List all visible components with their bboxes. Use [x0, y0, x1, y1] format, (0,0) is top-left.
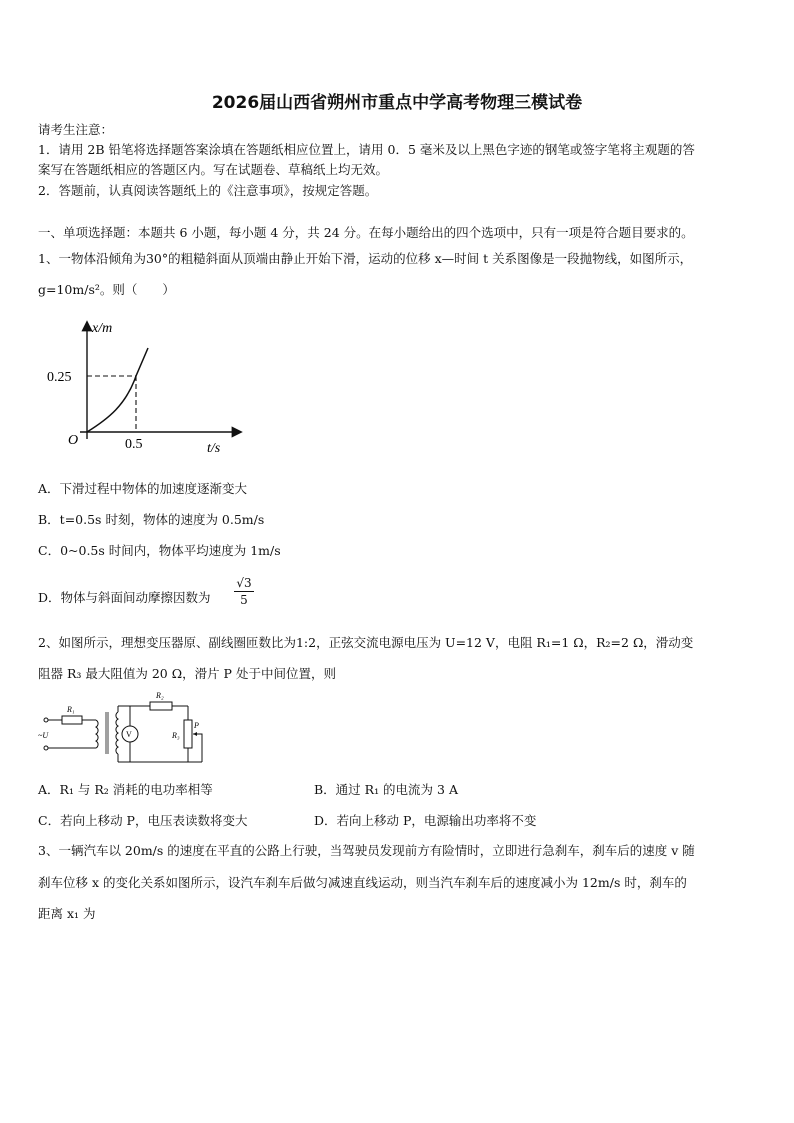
q1-option-a[interactable]: A．下滑过程中物体的加速度逐渐变大 — [38, 481, 248, 496]
notice-line-2: 2．答题前，认真阅读答题纸上的《注意事项》，按规定答题。 — [38, 183, 378, 198]
q2-label-v: V — [126, 730, 132, 739]
notice-line-1b: 案写在答题纸相应的答题区内。写在试题卷、草稿纸上均无效。 — [38, 162, 389, 177]
q2-option-c[interactable]: C．若向上移动 P，电压表读数将变大 — [38, 813, 248, 828]
q3-stem-line-2: 刹车位移 x 的变化关系如图所示，设汽车刹车后做匀减速直线运动，则当汽车刹车后的速度减小为 12m/s 时，刹车的 — [38, 875, 687, 890]
q2-resistor-r2 — [150, 702, 172, 710]
q1-parabola-curve — [87, 348, 148, 432]
q2-label-p: P — [194, 721, 199, 730]
q1-origin-label: O — [68, 433, 79, 448]
q1-option-c[interactable]: C．0~0.5s 时间内，物体平均速度为 1m/s — [38, 543, 281, 558]
q2-secondary-coil — [116, 712, 118, 754]
q1-option-d-fraction — [234, 575, 254, 608]
section-heading: 一、单项选择题：本题共 6 小题，每小题 4 分，共 24 分。在每小题给出的四个选项中，只有一项是符合题目要求的。 — [38, 225, 694, 240]
q2-label-r3: R₃ — [172, 731, 180, 740]
q1-option-d-text: D．物体与斜面间动摩擦因数为 — [38, 590, 211, 605]
q3-stem-line-1: 3、一辆汽车以 20m/s 的速度在平直的公路上行驶，当驾驶员发现前方有险情时，立即进行急刹车，刹车后的速度 v 随 — [38, 843, 695, 858]
q2-circuit-diagram — [38, 688, 218, 768]
q2-resistor-r1 — [62, 716, 82, 724]
q2-option-a[interactable]: A．R₁ 与 R₂ 消耗的电功率相等 — [38, 782, 213, 797]
q1-xt-graph — [40, 315, 260, 460]
notice-line-1a: 1．请用 2B 铅笔将选择题答案涂填在答题纸相应位置上，请用 0．5 毫米及以上黑色字迹的钢笔或签字笔将主观题的答 — [38, 142, 695, 157]
q2-option-d[interactable]: D．若向上移动 P，电源输出功率将不变 — [314, 813, 537, 828]
q1-y-axis-label: x/m — [92, 321, 113, 336]
q1-x-axis-label: t/s — [207, 441, 221, 456]
q1-y-tick-label: 0.25 — [47, 370, 72, 385]
q2-slider-p — [193, 734, 202, 762]
q1-stem-line-1: 1、一物体沿倾角为30°的粗糙斜面从顶端由静止开始下滑，运动的位移 x—时间 t 关系图像是一段抛物线，如图所示， — [38, 251, 693, 266]
q1-stem-line-2: g=10m/s²。则（ ） — [38, 282, 175, 297]
q3-stem-line-3: 距离 x₁ 为 — [38, 906, 96, 921]
notice-heading: 请考生注意： — [38, 122, 114, 137]
q2-label-u: ~U — [38, 731, 49, 740]
q2-option-b[interactable]: B．通过 R₁ 的电流为 3 A — [314, 782, 458, 797]
q1-option-d[interactable] — [38, 588, 211, 606]
q1-option-d-denominator: 5 — [240, 593, 248, 607]
q2-stem-line-2: 阻器 R₃ 最大阻值为 20 Ω，滑片 P 处于中间位置，则 — [38, 666, 336, 681]
q1-option-b[interactable]: B．t=0.5s 时刻，物体的速度为 0.5m/s — [38, 512, 265, 527]
q1-option-d-numerator: √3 — [234, 575, 254, 592]
q2-label-r2: R₂ — [156, 691, 164, 700]
page-title: 2026届山西省朔州市重点中学高考物理三模试卷 — [211, 93, 583, 113]
q2-label-r1: R₁ — [67, 705, 75, 714]
q2-primary-coil — [96, 720, 98, 748]
q2-rheostat-r3 — [184, 720, 192, 748]
q2-stem-line-1: 2、如图所示，理想变压器原、副线圈匝数比为1:2，正弦交流电源电压为 U=12 V，电阻 R₁=1 Ω，R₂=2 Ω，滑动变 — [38, 635, 694, 650]
q1-x-tick-label: 0.5 — [125, 437, 143, 452]
